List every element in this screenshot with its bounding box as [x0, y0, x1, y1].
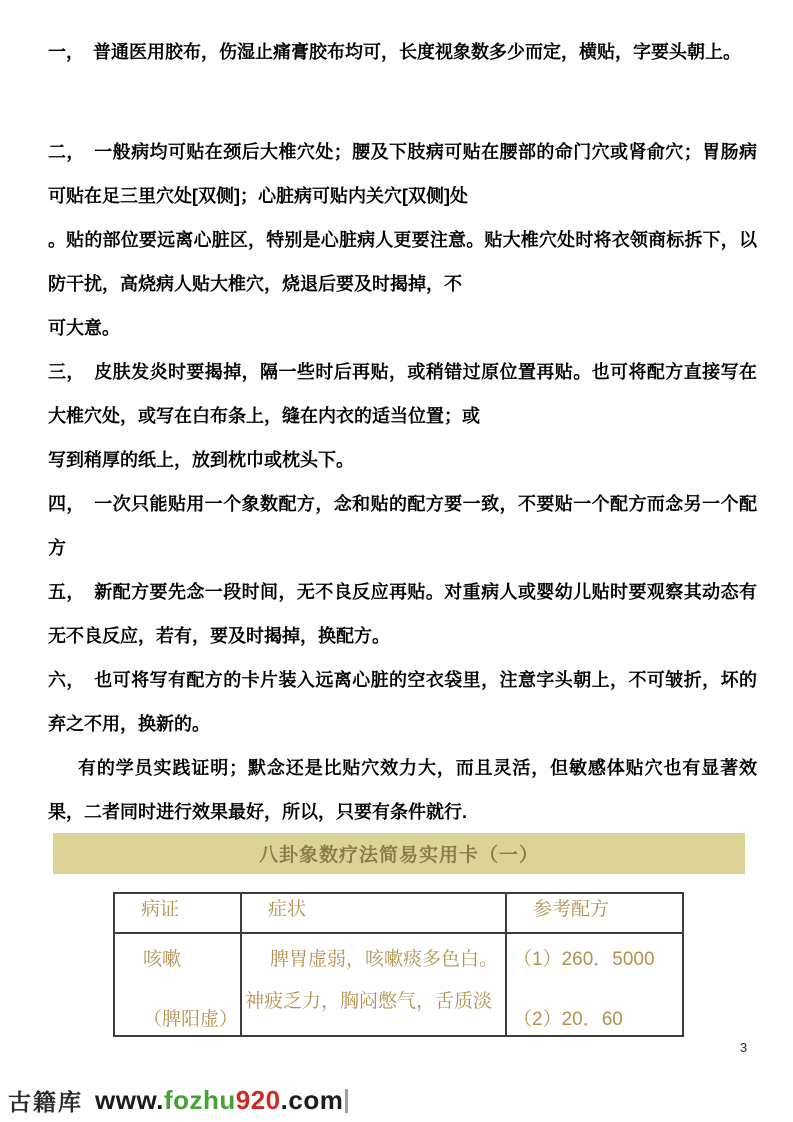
cell-formula	[506, 933, 683, 1036]
url-www-part: www.	[95, 1085, 164, 1115]
instructions-text-block	[48, 30, 757, 834]
paragraph-item-2-tail: 可大意。	[48, 318, 120, 338]
disease-type: （脾阳虚）	[143, 1009, 239, 1030]
table-row	[114, 933, 683, 1036]
disease-name: 咳嗽	[143, 949, 182, 970]
url-number-part: 920	[235, 1085, 281, 1115]
cropped-logo-edge	[345, 1089, 348, 1113]
site-url	[95, 1085, 343, 1116]
symptoms-line-2: 神疲乏力，胸闷憋气，舌质淡	[245, 991, 493, 1012]
formula-option-2: （2）20．60	[513, 1009, 623, 1030]
cell-symptoms	[241, 933, 506, 1036]
column-header-formula: 参考配方	[506, 893, 683, 933]
paragraph-item-2-continued: 。贴的部位要远离心脏区，特别是心脏病人更要注意。贴大椎穴处时将衣领商标拆下，以防干扰，高烧病人贴大椎穴，烧退后要及时揭掉，不	[48, 230, 757, 294]
paragraph-item-4: 四， 一次只能贴用一个象数配方，念和贴的配方要一致，不要贴一个配方而念另一个配方	[48, 494, 757, 558]
url-name-part: fozhu	[163, 1085, 236, 1115]
card-title-banner	[53, 833, 745, 874]
paragraph-item-6: 六， 也可将写有配方的卡片装入远离心脏的空衣袋里，注意字头朝上，不可皱折，坏的弃之不用，换新的。	[48, 670, 757, 734]
paragraph-item-2: 二， 一般病均可贴在颈后大椎穴处；腰及下肢病可贴在腰部的命门穴或肾俞穴；胃肠病可贴在足三里穴处[双侧]；心脏病可贴内关穴[双侧]处	[48, 142, 757, 206]
url-tld-part: .com	[280, 1085, 344, 1115]
site-footer-watermark	[8, 1084, 348, 1117]
cell-disease	[114, 933, 241, 1036]
column-header-symptoms: 症状	[241, 893, 506, 933]
page-number: 3	[740, 1040, 748, 1055]
symptoms-line-1: 脾胃虚弱，咳嗽痰多色白。	[270, 949, 499, 970]
column-header-disease: 病证	[114, 893, 241, 933]
paragraph-item-1: 一， 普通医用胶布，伤湿止痛膏胶布均可，长度视象数多少而定，横贴，字要头朝上。	[48, 42, 741, 62]
card-title: 八卦象数疗法简易实用卡（一）	[258, 845, 539, 866]
site-name: 古籍库	[8, 1089, 83, 1115]
reference-card-table	[113, 892, 684, 1037]
table-header-row	[114, 893, 683, 933]
formula-option-1: （1）260．5000	[513, 949, 655, 970]
paragraph-item-5: 五， 新配方要先念一段时间，无不良反应再贴。对重病人或婴幼儿贴时要观察其动态有无不良反应，若有，要及时揭掉，换配方。	[48, 582, 757, 646]
paragraph-conclusion: 有的学员实践证明；默念还是比贴穴效力大，而且灵活，但敏感体贴穴也有显著效果，二者同时进行效果最好，所以，只要有条件就行.	[48, 758, 757, 822]
paragraph-item-3: 三， 皮肤发炎时要揭掉，隔一些时后再贴，或稍错过原位置再贴。也可将配方直接写在大椎穴处，或写在白布条上，缝在内衣的适当位置；或	[48, 362, 757, 426]
paragraph-item-3-tail: 写到稍厚的纸上，放到枕巾或枕头下。	[48, 450, 354, 470]
